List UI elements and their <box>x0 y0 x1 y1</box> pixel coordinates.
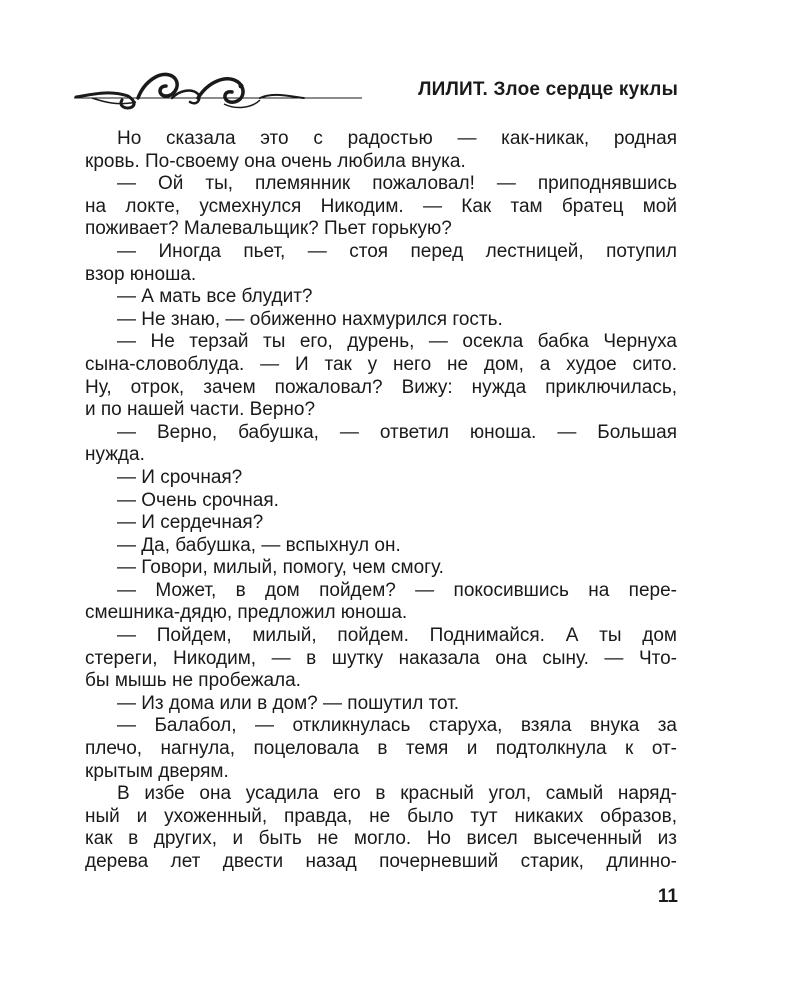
text-line: — Говори, милый, помогу, чем смогу. <box>117 557 444 579</box>
text-line: — Не знаю, — обиженно нахмурился гость. <box>117 308 503 330</box>
text-line: Но сказала это с радостью — как-никак, родная <box>117 128 677 149</box>
text-line: сына-словоблуда. — И так у него не дом, а худое сито. <box>85 353 677 375</box>
text-line: как в других, и быть не могло. Но висел высеченный из <box>85 828 677 850</box>
text-line: — Очень срочная. <box>117 489 279 511</box>
text-line: поживает? Малевальщик? Пьет горькую? <box>85 218 452 240</box>
text-line: — Иногда пьет, — стоя перед лестницей, потупил <box>117 240 677 262</box>
text-line: — И срочная? <box>117 466 243 488</box>
text-line: и по нашей части. Верно? <box>85 399 316 421</box>
text-line: — Да, бабушка, — вспыхнул он. <box>117 534 401 556</box>
decorative-ornament-icon <box>74 60 364 116</box>
text-line: ный и ухоженный, правда, не было тут никаких образов, <box>85 805 677 827</box>
text-line: — Не терзай ты его, дурень, — осекла бабка Чернуха <box>117 331 677 353</box>
text-line: на локте, усмехнулся Никодим. — Как там братец мой <box>85 195 677 217</box>
text-line: плечо, нагнула, поцеловала в темя и подтолкнула к от- <box>85 738 677 760</box>
text-line: — Верно, бабушка, — ответил юноша. — Большая <box>117 421 677 443</box>
page-number: 11 <box>657 886 678 907</box>
text-line: — Балабол, — откликнулась старуха, взяла внука за <box>117 715 677 737</box>
text-line: Ну, отрок, зачем пожаловал? Вижу: нужда приключилась, <box>85 376 677 398</box>
body-text <box>85 128 677 874</box>
text-line: стереги, Никодим, — в шутку наказала она сыну. — Что- <box>85 647 677 669</box>
text-line: смешника-дядю, предложил юноша. <box>85 602 408 624</box>
text-line: — И сердечная? <box>117 512 264 534</box>
text-line: взор юноша. <box>85 263 197 285</box>
text-line: — Может, в дом пойдем? — покосившись на пере- <box>117 579 677 601</box>
text-line: — Ой ты, племянник пожаловал! — приподнявшись <box>117 173 677 195</box>
text-line: — А мать все блудит? <box>117 286 313 308</box>
text-line: дерева лет двести назад почерневший старик, длинно- <box>85 851 677 872</box>
text-line: бы мышь не пробежала. <box>85 670 301 692</box>
running-title: ЛИЛИТ. Злое сердце куклы <box>418 79 678 100</box>
text-line: — Пойдем, милый, пойдем. Поднимайся. А ты дом <box>117 625 677 647</box>
text-line: — Из дома или в дом? — пошутил тот. <box>117 692 460 714</box>
text-line: нужда. <box>85 444 145 466</box>
page-header <box>74 60 678 116</box>
text-line: крытым дверям. <box>85 760 229 782</box>
text-line: кровь. По-своему она очень любила внука. <box>85 150 466 172</box>
text-line: В избе она усадила его в красный угол, самый наряд- <box>117 783 677 805</box>
